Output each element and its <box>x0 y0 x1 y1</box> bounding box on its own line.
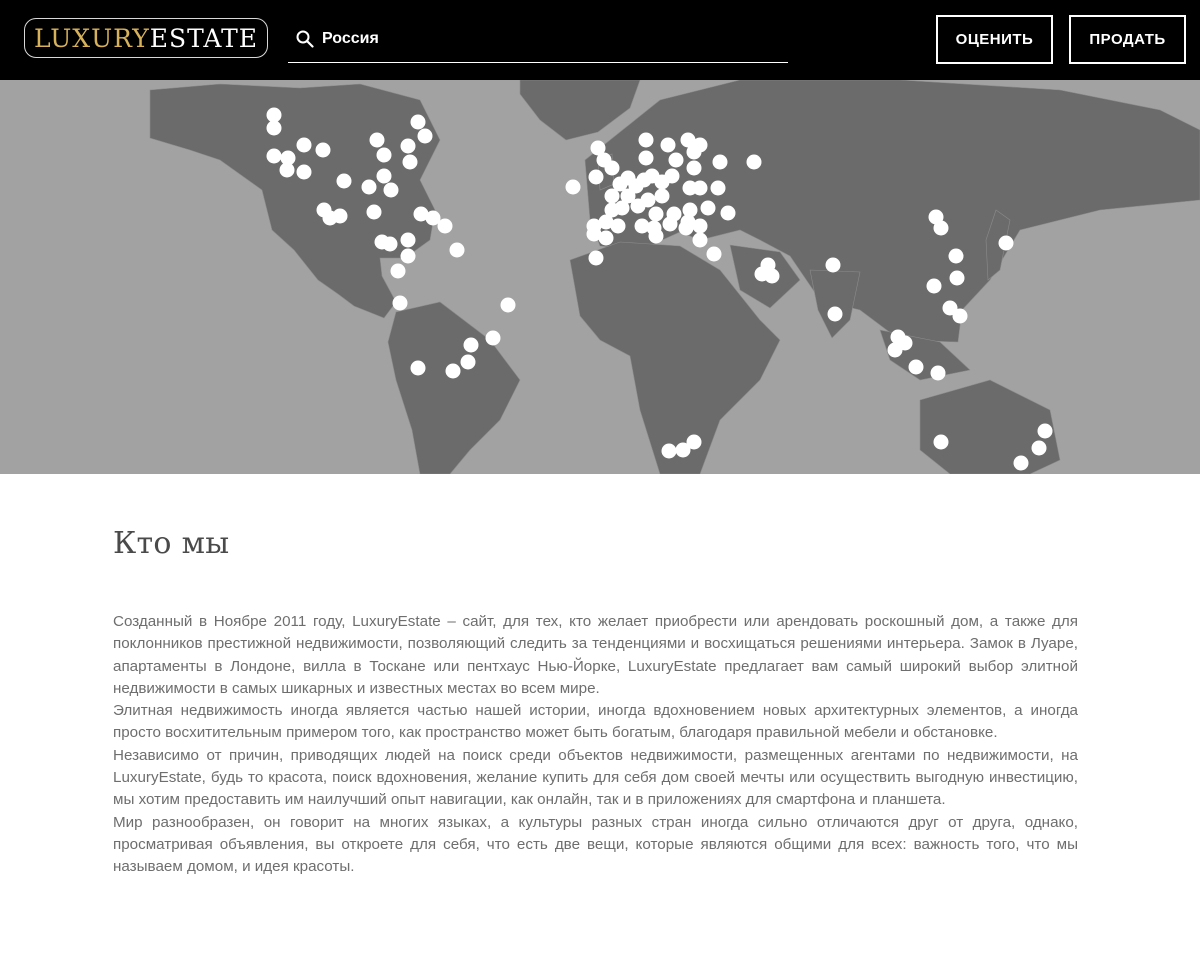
logo-text-estate: ESTATE <box>149 23 259 53</box>
property-marker[interactable] <box>687 145 702 160</box>
property-marker[interactable] <box>826 258 841 273</box>
about-text <box>113 611 1078 879</box>
property-marker[interactable] <box>370 133 385 148</box>
search-input[interactable] <box>322 26 772 52</box>
property-marker[interactable] <box>649 229 664 244</box>
property-marker[interactable] <box>747 155 762 170</box>
property-marker[interactable] <box>501 298 516 313</box>
property-marker[interactable] <box>411 361 426 376</box>
property-marker[interactable] <box>615 201 630 216</box>
property-marker[interactable] <box>1032 441 1047 456</box>
property-marker[interactable] <box>713 155 728 170</box>
property-marker[interactable] <box>1038 424 1053 439</box>
property-marker[interactable] <box>663 217 678 232</box>
property-marker[interactable] <box>591 141 606 156</box>
property-marker[interactable] <box>297 138 312 153</box>
property-marker[interactable] <box>391 264 406 279</box>
property-marker[interactable] <box>401 249 416 264</box>
about-paragraph-2: Элитная недвижимость иногда является частью нашей истории, иногда вдохновением новых архитектурных элементов, а иногда просто восхитительным примером того, как пространство может быть богатым, благодаря правильной мебели и обстановке. <box>113 702 1078 742</box>
about-paragraph-4: Мир разнообразен, он говорит на многих языках, а культуры разных стран иногда сильно отличаются друг от друга, однако, просматривая объявления, вы откроете для себя, что есть две вещи, которые являются общими для всех: важность того, что мы называем домом, и идея красоты. <box>113 813 1078 876</box>
property-marker[interactable] <box>589 170 604 185</box>
property-marker[interactable] <box>393 296 408 311</box>
property-marker[interactable] <box>384 183 399 198</box>
property-marker[interactable] <box>464 338 479 353</box>
property-marker[interactable] <box>316 143 331 158</box>
property-marker[interactable] <box>377 169 392 184</box>
property-marker[interactable] <box>377 148 392 163</box>
property-marker[interactable] <box>383 237 398 252</box>
property-marker[interactable] <box>605 161 620 176</box>
property-marker[interactable] <box>639 151 654 166</box>
property-marker[interactable] <box>909 360 924 375</box>
property-marker[interactable] <box>267 121 282 136</box>
property-marker[interactable] <box>438 219 453 234</box>
property-marker[interactable] <box>828 307 843 322</box>
property-marker[interactable] <box>662 444 677 459</box>
property-marker[interactable] <box>267 108 282 123</box>
property-marker[interactable] <box>461 355 476 370</box>
property-marker[interactable] <box>669 153 684 168</box>
about-section <box>113 474 1078 879</box>
property-marker[interactable] <box>949 249 964 264</box>
property-marker[interactable] <box>486 331 501 346</box>
search-bar <box>288 18 788 63</box>
luxuryestate-logo[interactable] <box>24 18 268 58</box>
property-marker[interactable] <box>566 180 581 195</box>
property-marker[interactable] <box>639 133 654 148</box>
about-title: Кто мы <box>113 526 230 561</box>
property-marker[interactable] <box>711 181 726 196</box>
property-marker[interactable] <box>280 163 295 178</box>
landmass-north-america <box>150 84 440 318</box>
property-marker[interactable] <box>687 161 702 176</box>
about-paragraph-1: Созданный в Ноябре 2011 году, LuxuryEstate – сайт, для тех, кто желает приобрести или арендовать роскошный дом, а также для поклонников престижной недвижимости, позволяющий следить за тенденциями и восхищаться решениями интерьера. Замок в Луаре, апартаменты в Лондоне, вилла в Тоскане или пентхаус Нью-Йорке, LuxuryEstate предлагает вам самый широкий выбор элитной недвижимости в самых шикарных и известных местах во всем мире. <box>113 613 1078 697</box>
property-marker[interactable] <box>403 155 418 170</box>
property-marker[interactable] <box>362 180 377 195</box>
world-map <box>0 80 1200 474</box>
property-marker[interactable] <box>927 279 942 294</box>
property-marker[interactable] <box>934 435 949 450</box>
property-marker[interactable] <box>1014 456 1029 471</box>
property-marker[interactable] <box>589 251 604 266</box>
property-marker[interactable] <box>931 366 946 381</box>
property-marker[interactable] <box>611 219 626 234</box>
search-icon[interactable] <box>296 30 314 48</box>
sell-button[interactable]: ПРОДАТЬ <box>1069 15 1186 64</box>
property-marker[interactable] <box>888 343 903 358</box>
property-marker[interactable] <box>337 174 352 189</box>
landmass-south-america <box>388 302 520 474</box>
property-marker[interactable] <box>401 139 416 154</box>
property-marker[interactable] <box>701 201 716 216</box>
property-marker[interactable] <box>367 205 382 220</box>
property-marker[interactable] <box>953 309 968 324</box>
landmass-india <box>810 270 860 338</box>
property-marker[interactable] <box>655 189 670 204</box>
property-marker[interactable] <box>693 233 708 248</box>
property-marker[interactable] <box>450 243 465 258</box>
property-marker[interactable] <box>267 149 282 164</box>
property-marker[interactable] <box>599 231 614 246</box>
property-marker[interactable] <box>641 193 656 208</box>
property-marker[interactable] <box>687 435 702 450</box>
property-marker[interactable] <box>950 271 965 286</box>
property-marker[interactable] <box>665 169 680 184</box>
property-marker[interactable] <box>297 165 312 180</box>
world-map-listings[interactable] <box>0 80 1200 474</box>
evaluate-button[interactable]: ОЦЕНИТЬ <box>936 15 1053 64</box>
top-navigation-bar <box>0 0 1200 80</box>
property-marker[interactable] <box>401 233 416 248</box>
property-marker[interactable] <box>693 219 708 234</box>
property-marker[interactable] <box>934 221 949 236</box>
property-marker[interactable] <box>693 181 708 196</box>
property-marker[interactable] <box>721 206 736 221</box>
property-marker[interactable] <box>649 207 664 222</box>
property-marker[interactable] <box>333 209 348 224</box>
property-marker[interactable] <box>661 138 676 153</box>
property-marker[interactable] <box>411 115 426 130</box>
logo-text-luxury: LUXURY <box>33 23 150 53</box>
property-marker[interactable] <box>446 364 461 379</box>
property-marker[interactable] <box>765 269 780 284</box>
property-marker[interactable] <box>707 247 722 262</box>
property-marker[interactable] <box>999 236 1014 251</box>
about-paragraph-3: Независимо от причин, приводящих людей на поиск среди объектов недвижимости, размещенных агентами по недвижимости, на LuxuryEstate, будь то красота, поиск вдохновения, желание купить для себя дом своей мечты или осуществить выгодную инвестицию, мы хотим предоставить им наилучший опыт навигации, как онлайн, так и в приложениях для смартфона и планшета. <box>113 746 1078 809</box>
property-marker[interactable] <box>418 129 433 144</box>
